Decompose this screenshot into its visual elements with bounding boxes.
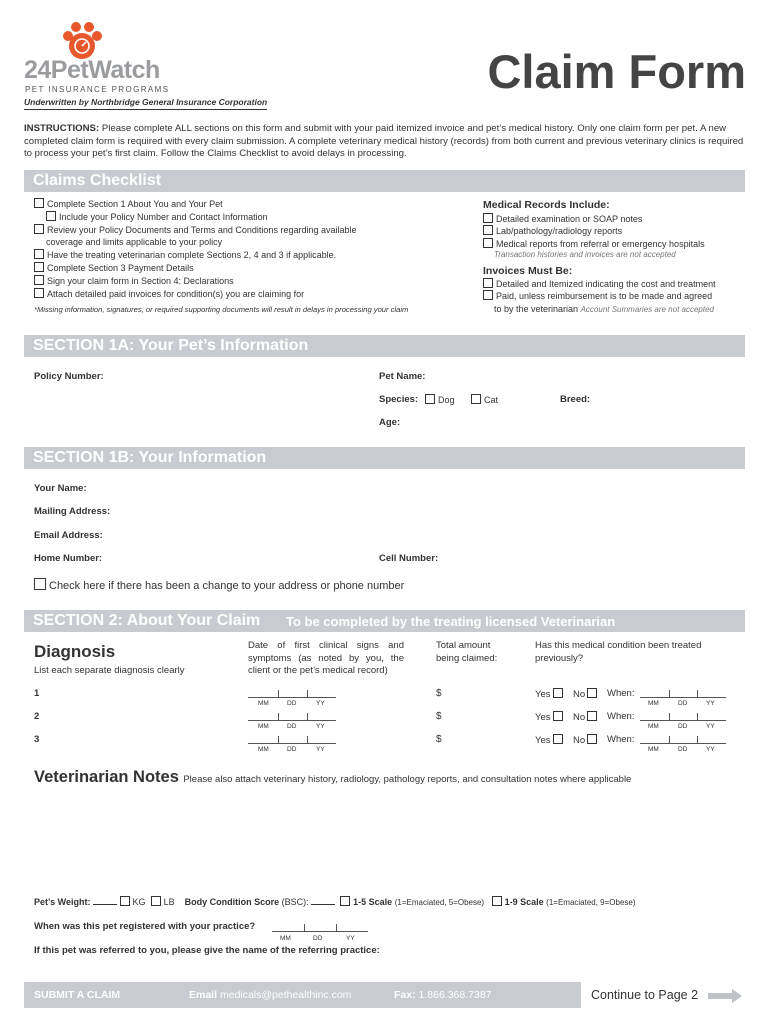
lb-label: LB	[163, 897, 175, 907]
address-change-checkbox[interactable]: Check here if there has been a change to your address or phone number	[34, 578, 404, 592]
diagnosis-input[interactable]	[50, 732, 230, 748]
date-dd-label: DD	[678, 700, 688, 707]
footer-bar	[24, 982, 581, 1008]
diagnosis-title: Diagnosis	[34, 642, 116, 661]
diagnosis-subtitle: List each separate diagnosis clearly	[34, 665, 185, 676]
amount-dollar[interactable]: $	[436, 734, 442, 745]
date-divider	[278, 690, 279, 697]
date-divider	[307, 690, 308, 697]
registered-yy: YY	[346, 935, 355, 942]
checkbox-icon[interactable]	[483, 278, 493, 288]
breed-label[interactable]: Breed:	[560, 394, 591, 405]
section-1a-title: SECTION 1A: Your Pet’s Information	[33, 337, 309, 354]
date-divider	[307, 713, 308, 720]
scale-5-label: 1-5 Scale	[353, 897, 393, 907]
referred-label[interactable]: If this pet was referred to you, please give the name of the referring practice:	[34, 945, 380, 956]
checklist-item: Complete Section 3 Payment Details	[34, 262, 474, 275]
section-2-header	[24, 610, 745, 632]
diagnosis-row-number: 3	[34, 734, 40, 745]
instructions-label: INSTRUCTIONS:	[24, 123, 100, 134]
footer-fax[interactable]: Fax: 1.866.368.7387	[394, 989, 492, 1001]
diagnosis-row-number: 1	[34, 688, 40, 699]
date-yy-label: YY	[316, 723, 325, 730]
logo-subtitle: PET INSURANCE PROGRAMS	[25, 85, 170, 94]
policy-number-label[interactable]: Policy Number:	[34, 371, 104, 382]
date-yy-label: YY	[706, 746, 715, 753]
date-dd-label: DD	[287, 723, 297, 730]
date-divider	[307, 736, 308, 743]
instructions-text: Please complete ALL sections on this form and submit with your paid itemized invoice and pet’s medical history. Only one claim form per pet. A new completed claim form is required with every claim submission. A complete veterinary medical history (records) from both current and previous veterinary clinics is required to process your pet’s first claim. Follow the Claims Checklist to avoid delays in processing.	[24, 123, 744, 160]
medical-title: Medical Records Include:	[483, 199, 610, 211]
date-mm-label: MM	[648, 746, 659, 753]
continue-label: Continue to Page 2	[591, 988, 699, 1002]
date-mm-label: MM	[648, 723, 659, 730]
date-mm-label: MM	[648, 700, 659, 707]
registered-mm: MM	[280, 935, 291, 942]
date-heading: Date of first clinical signs and symptoms (as noted by you, the client or the pet’s medical record)	[248, 640, 404, 676]
date-yy-label: YY	[706, 723, 715, 730]
checkbox-icon[interactable]	[553, 711, 563, 721]
treated-yes[interactable]: Yes	[535, 711, 566, 723]
section-1b-title: SECTION 1B: Your Information	[33, 449, 267, 466]
registered-label: When was this pet registered with your practice?	[34, 921, 256, 932]
checklist-item: Review your Policy Documents and Terms and Conditions regarding available	[34, 224, 474, 237]
date-dd-label: DD	[678, 723, 688, 730]
checklist-right	[483, 199, 748, 316]
checklist-item: Include your Policy Number and Contact Information	[34, 211, 474, 224]
kg-label: KG	[132, 897, 146, 907]
species-dog[interactable]: Dog	[425, 394, 455, 405]
treated-date-line[interactable]	[640, 697, 726, 698]
home-number-label[interactable]: Home Number:	[34, 553, 103, 564]
checkbox-icon[interactable]	[553, 734, 563, 744]
scale-9-note: (1=Emaciated, 9=Obese)	[546, 898, 636, 907]
checklist-item: coverage and limits applicable to your policy	[46, 237, 223, 248]
bcs-label: Body Condition Score	[184, 897, 280, 907]
date-divider	[278, 736, 279, 743]
page-title: Claim Form	[487, 45, 746, 98]
treated-date-line[interactable]	[640, 720, 726, 721]
vet-notes-area[interactable]	[34, 792, 744, 887]
footer-email[interactable]: Email medicals@pethealthinc.com	[189, 989, 352, 1001]
checkbox-icon[interactable]	[34, 224, 44, 234]
checklist-item: Paid, unless reimbursement is to be made and agreed	[483, 290, 748, 303]
diagnosis-input[interactable]	[50, 709, 230, 725]
checklist-header	[24, 170, 745, 192]
checklist-item: Complete Section 1 About You and Your Pet	[34, 198, 474, 211]
invoices-title: Invoices Must Be:	[483, 265, 573, 277]
checkbox-icon[interactable]	[34, 578, 46, 590]
treated-yes[interactable]: Yes	[535, 734, 566, 746]
amount-dollar[interactable]: $	[436, 711, 442, 722]
date-divider	[669, 713, 670, 720]
bcs-abbr: (BSC):	[281, 897, 309, 907]
treated-heading: Has this medical condition been treated previously?	[535, 640, 702, 664]
date-dd-label: DD	[678, 746, 688, 753]
date-mm-label: MM	[258, 700, 269, 707]
treated-when-label: When:	[607, 688, 635, 699]
medical-note: Transaction histories and invoices are not accepted	[494, 250, 676, 259]
section-1b-header	[24, 447, 745, 469]
weight-input[interactable]	[93, 904, 117, 905]
vet-notes-title: Veterinarian Notes	[34, 768, 179, 786]
checkbox-icon[interactable]	[483, 290, 493, 300]
checkbox-icon[interactable]	[483, 238, 493, 248]
checkbox-icon[interactable]	[425, 394, 435, 404]
date-divider	[669, 690, 670, 697]
checkbox-icon[interactable]	[587, 711, 597, 721]
checkbox-icon[interactable]	[120, 896, 130, 906]
logo-name: 24PetWatch	[24, 56, 160, 84]
treated-no[interactable]: No	[573, 688, 600, 700]
section-2-subtitle: To be completed by the treating licensed Veterinarian	[286, 614, 616, 629]
diagnosis-input[interactable]	[50, 686, 230, 702]
first-signs-date-line[interactable]	[248, 743, 336, 744]
checkbox-icon[interactable]	[471, 394, 481, 404]
invoices-note: Account Summaries are not accepted	[580, 304, 714, 314]
checkbox-icon[interactable]	[46, 211, 56, 221]
date-yy-label: YY	[706, 700, 715, 707]
cell-number-label[interactable]: Cell Number:	[379, 553, 439, 564]
vet-notes-text: Please also attach veterinary history, radiology, pathology reports, and consultation notes where applicable	[183, 774, 632, 785]
underwritten-text: Underwritten by Northbridge General Insurance Corporation	[24, 97, 267, 110]
checkbox-icon[interactable]	[483, 213, 493, 223]
treated-when-label: When:	[607, 711, 635, 722]
registered-dd: DD	[313, 935, 323, 942]
date-mm-label: MM	[258, 723, 269, 730]
checkbox-icon[interactable]	[587, 734, 597, 744]
total-heading: Total amount being claimed:	[436, 640, 498, 664]
scale-9-label: 1-9 Scale	[504, 897, 544, 907]
checkbox-icon[interactable]	[34, 288, 44, 298]
species-label: Species:	[379, 394, 419, 405]
checklist-left	[34, 198, 474, 317]
treated-when-label: When:	[607, 734, 635, 745]
checkbox-icon[interactable]	[340, 896, 350, 906]
checkbox-icon[interactable]	[553, 688, 563, 698]
instructions	[24, 123, 748, 161]
treated-no[interactable]: No	[573, 711, 600, 723]
checklist-item: Detailed examination or SOAP notes	[483, 213, 748, 226]
date-yy-label: YY	[316, 700, 325, 707]
checkbox-icon[interactable]	[492, 896, 502, 906]
bcs-input[interactable]	[311, 904, 335, 905]
checklist-item: Attach detailed paid invoices for condition(s) you are claiming for	[34, 288, 474, 301]
date-dd-label: DD	[287, 700, 297, 707]
checkbox-icon[interactable]	[34, 249, 44, 259]
checkbox-icon[interactable]	[34, 262, 44, 272]
checklist-item: to by the veterinarian Account Summaries are not accepted	[494, 303, 714, 314]
checkbox-icon[interactable]	[151, 896, 161, 906]
treated-no[interactable]: No	[573, 734, 600, 746]
checklist-item: Have the treating veterinarian complete Sections 2, 4 and 3 if applicable.	[34, 249, 474, 262]
amount-dollar[interactable]: $	[436, 688, 442, 699]
submit-claim-label: SUBMIT A CLAIM	[34, 989, 121, 1001]
email-address-label[interactable]: Email Address:	[34, 530, 103, 541]
registered-date-line[interactable]	[272, 931, 368, 932]
checkbox-icon[interactable]	[34, 275, 44, 285]
date-divider	[669, 736, 670, 743]
pet-name-label[interactable]: Pet Name:	[379, 371, 426, 382]
weight-row	[34, 896, 636, 907]
date-dd-label: DD	[287, 746, 297, 753]
date-divider	[697, 736, 698, 743]
date-divider	[278, 713, 279, 720]
species-cat[interactable]: Cat	[471, 394, 498, 405]
checkbox-icon[interactable]	[34, 198, 44, 208]
age-label[interactable]: Age:	[379, 417, 401, 428]
first-signs-date-line[interactable]	[248, 720, 336, 721]
checklist-item: Sign your claim form in Section 4: Declarations	[34, 275, 474, 288]
checklist-item: Detailed and Itemized indicating the cost and treatment	[483, 278, 748, 291]
checkbox-icon[interactable]	[587, 688, 597, 698]
treated-yes[interactable]: Yes	[535, 688, 566, 700]
section-1a-header	[24, 335, 745, 357]
pets-weight-label: Pet’s Weight:	[34, 897, 91, 907]
date-mm-label: MM	[258, 746, 269, 753]
mailing-address-label[interactable]: Mailing Address:	[34, 506, 111, 517]
date-divider	[336, 924, 337, 931]
vet-notes	[34, 768, 631, 787]
section-2-title: SECTION 2: About Your Claim	[33, 612, 261, 629]
checklist-title: Claims Checklist	[33, 172, 162, 189]
date-divider	[697, 713, 698, 720]
date-divider	[697, 690, 698, 697]
checklist-item: Medical reports from referral or emergency hospitals	[483, 238, 748, 251]
checklist-item: Lab/pathology/radiology reports	[483, 225, 748, 238]
your-name-label[interactable]: Your Name:	[34, 483, 87, 494]
date-divider	[304, 924, 305, 931]
checklist-note: *Missing information, signatures, or required supporting documents will result in delays in processing your claim	[34, 305, 409, 315]
scale-5-note: (1=Emaciated, 5=Obese)	[394, 898, 485, 907]
diagnosis-row-number: 2	[34, 711, 40, 722]
treated-date-line[interactable]	[640, 743, 726, 744]
arrow-right-icon	[708, 989, 742, 1003]
checkbox-icon[interactable]	[483, 225, 493, 235]
logo	[24, 22, 304, 112]
date-yy-label: YY	[316, 746, 325, 753]
first-signs-date-line[interactable]	[248, 697, 336, 698]
